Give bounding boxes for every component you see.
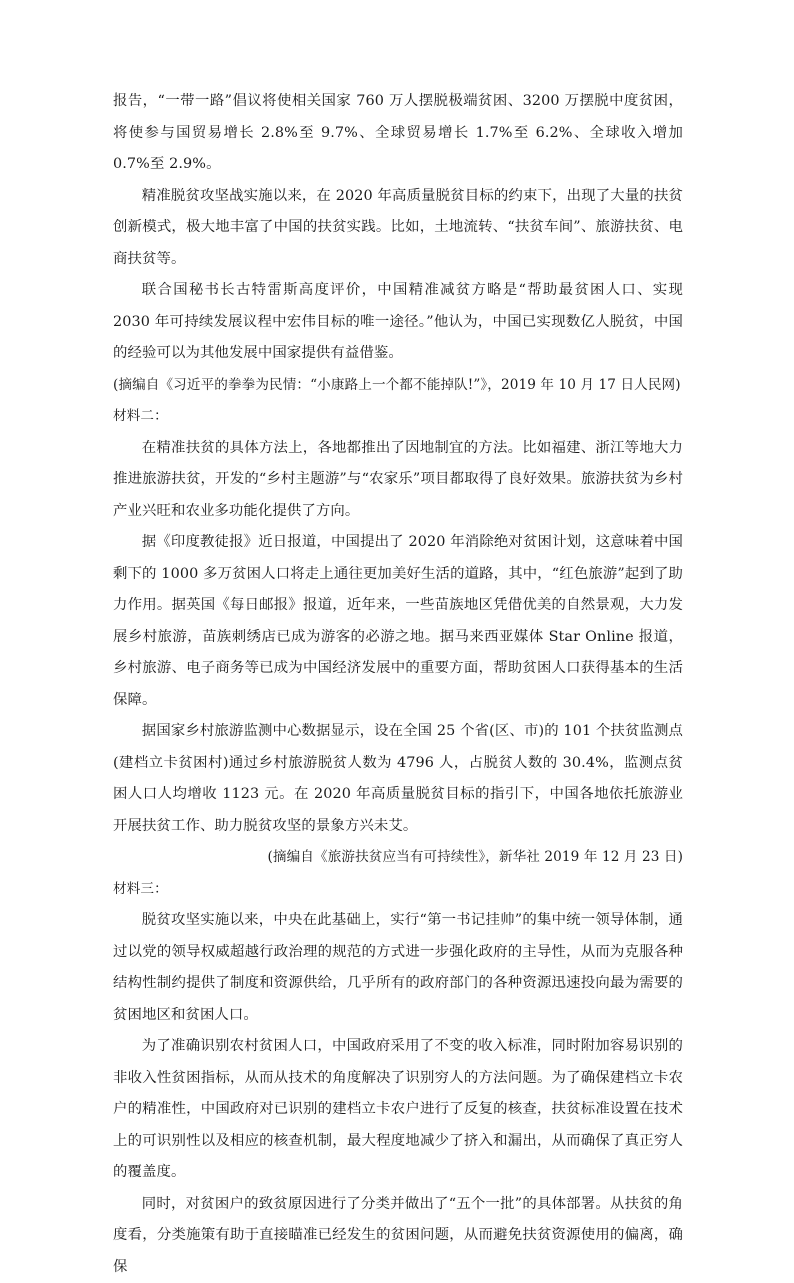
paragraph: 脱贫攻坚实施以来，中央在此基础上，实行“第一书记挂帅”的集中统一领导体制，通过以党的领导权威超越行政治理的规范的方式进一步强化政府的主导性，从而为克服各种结构性制约提供了制度和资源供给，几乎所有的政府部门的各种资源迅速投向最为需要的贫困地区和贫困人口。 [113, 905, 683, 1031]
paragraph: 精准脱贫攻坚战实施以来，在 2020 年高质量脱贫目标的约束下，出现了大量的扶贫创新模式，极大地丰富了中国的扶贫实践。比如，土地流转、“扶贫车间”、旅游扶贫、电商扶贫等。 [113, 181, 683, 276]
paragraph: 报告，“一带一路”倡议将使相关国家 760 万人摆脱极端贫困、3200 万摆脱中度贫困，将使参与国贸易增长 2.8%至 9.7%、全球贸易增长 1.7%至 6.2%、全球收入增加 0.7%至 2.9%。 [113, 86, 683, 181]
paragraph: 同时，对贫困户的致贫原因进行了分类并做出了“五个一批”的具体部署。从扶贫的角度看，分类施策有助于直接瞄准已经发生的贫困问题，从而避免扶贫资源使用的偏离，确保 [113, 1189, 683, 1283]
paragraph: 联合国秘书长古特雷斯高度评价，中国精准减贫方略是“帮助最贫困人口、实现 2030 年可持续发展议程中宏伟目标的唯一途径。”他认为，中国已实现数亿人脱贫，中国的经验可以为其他发展中国家提供有益借鉴。 [113, 275, 683, 370]
source-citation: (摘编自《旅游扶贫应当有可持续性》，新华社 2019 年 12 月 23 日) [113, 842, 683, 874]
paragraph: 据国家乡村旅游监测中心数据显示，设在全国 25 个省(区、市)的 101 个扶贫监测点(建档立卡贫困村)通过乡村旅游脱贫人数为 4796 人，占脱贫人数的 30.4%，监测点贫困人口人均增收 1123 元。在 2020 年高质量脱贫目标的指引下，中国各地依托旅游业开展扶贫工作、助力脱贫攻坚的景象方兴未艾。 [113, 716, 683, 842]
source-citation: (摘编自《习近平的拳拳为民情：“小康路上一个都不能掉队!”》，2019 年 10 月 17 日人民网) [113, 370, 683, 402]
paragraph: 据《印度教徒报》近日报道，中国提出了 2020 年消除绝对贫困计划，这意味着中国剩下的 1000 多万贫困人口将走上通往更加美好生活的道路，其中，“红色旅游”起到了助力作用。据英国《每日邮报》报道，近年来，一些苗族地区凭借优美的自然景观，大力发展乡村旅游，苗族刺绣店已成为游客的必游之地。据马来西亚媒体 Star Online 报道，乡村旅游、电子商务等已成为中国经济发展中的重要方面，帮助贫困人口获得基本的生活保障。 [113, 527, 683, 716]
section-label: 材料二： [113, 401, 683, 433]
document-body [113, 86, 683, 1283]
paragraph: 为了准确识别农村贫困人口，中国政府采用了不变的收入标准，同时附加容易识别的非收入性贫困指标，从而从技术的角度解决了识别穷人的方法问题。为了确保建档立卡农户的精准性，中国政府对已识别的建档立卡农户进行了反复的核查，扶贫标准设置在技术上的可识别性以及相应的核查机制，最大程度地减少了挤入和漏出，从而确保了真正穷人的覆盖度。 [113, 1031, 683, 1189]
paragraph: 在精准扶贫的具体方法上，各地都推出了因地制宜的方法。比如福建、浙江等地大力推进旅游扶贫，开发的“乡村主题游”与“农家乐”项目都取得了良好效果。旅游扶贫为乡村产业兴旺和农业多功能化提供了方向。 [113, 433, 683, 528]
section-label: 材料三： [113, 874, 683, 906]
